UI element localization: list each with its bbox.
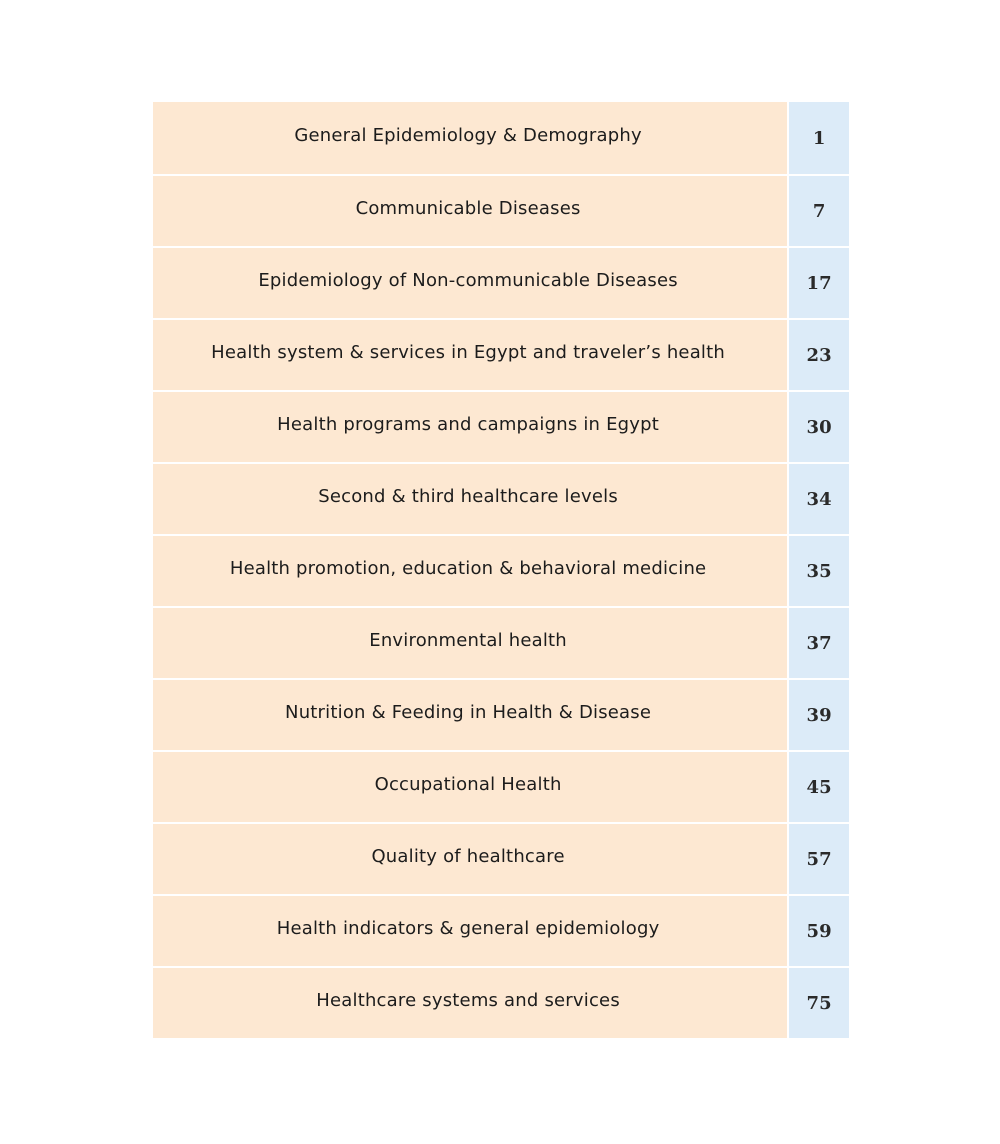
- toc-row: [153, 966, 849, 1038]
- toc-entry-page: 57: [789, 822, 849, 894]
- toc-entry-title: General Epidemiology & Demography: [153, 102, 787, 174]
- toc-entry-page: 17: [789, 246, 849, 318]
- toc-entry-title: Epidemiology of Non-communicable Diseases: [153, 246, 787, 318]
- toc-entry-title: Nutrition & Feeding in Health & Disease: [153, 678, 787, 750]
- toc-entry-page: 1: [789, 102, 849, 174]
- toc-row: [153, 174, 849, 246]
- toc-entry-title: Second & third healthcare levels: [153, 462, 787, 534]
- toc-entry-page: 45: [789, 750, 849, 822]
- toc-row: [153, 534, 849, 606]
- toc-row: [153, 750, 849, 822]
- toc-row: [153, 390, 849, 462]
- toc-entry-title: Health programs and campaigns in Egypt: [153, 390, 787, 462]
- toc-row: [153, 822, 849, 894]
- toc-row: [153, 318, 849, 390]
- toc-row: [153, 606, 849, 678]
- toc-entry-page: 75: [789, 966, 849, 1038]
- toc-entry-page: 30: [789, 390, 849, 462]
- toc-entry-page: 34: [789, 462, 849, 534]
- toc-row: [153, 894, 849, 966]
- toc-row: [153, 102, 849, 174]
- toc-row: [153, 246, 849, 318]
- toc-row: [153, 462, 849, 534]
- toc-entry-title: Environmental health: [153, 606, 787, 678]
- toc-row: [153, 678, 849, 750]
- toc-entry-page: 23: [789, 318, 849, 390]
- table-of-contents: [153, 102, 849, 1038]
- toc-entry-title: Health promotion, education & behavioral medicine: [153, 534, 787, 606]
- toc-entry-page: 39: [789, 678, 849, 750]
- toc-entry-title: Communicable Diseases: [153, 174, 787, 246]
- toc-entry-title: Health indicators & general epidemiology: [153, 894, 787, 966]
- toc-entry-page: 59: [789, 894, 849, 966]
- toc-entry-page: 7: [789, 174, 849, 246]
- toc-entry-title: Quality of healthcare: [153, 822, 787, 894]
- toc-entry-title: Healthcare systems and services: [153, 966, 787, 1038]
- toc-entry-title: Health system & services in Egypt and traveler’s health: [153, 318, 787, 390]
- toc-entry-page: 37: [789, 606, 849, 678]
- toc-entry-title: Occupational Health: [153, 750, 787, 822]
- toc-entry-page: 35: [789, 534, 849, 606]
